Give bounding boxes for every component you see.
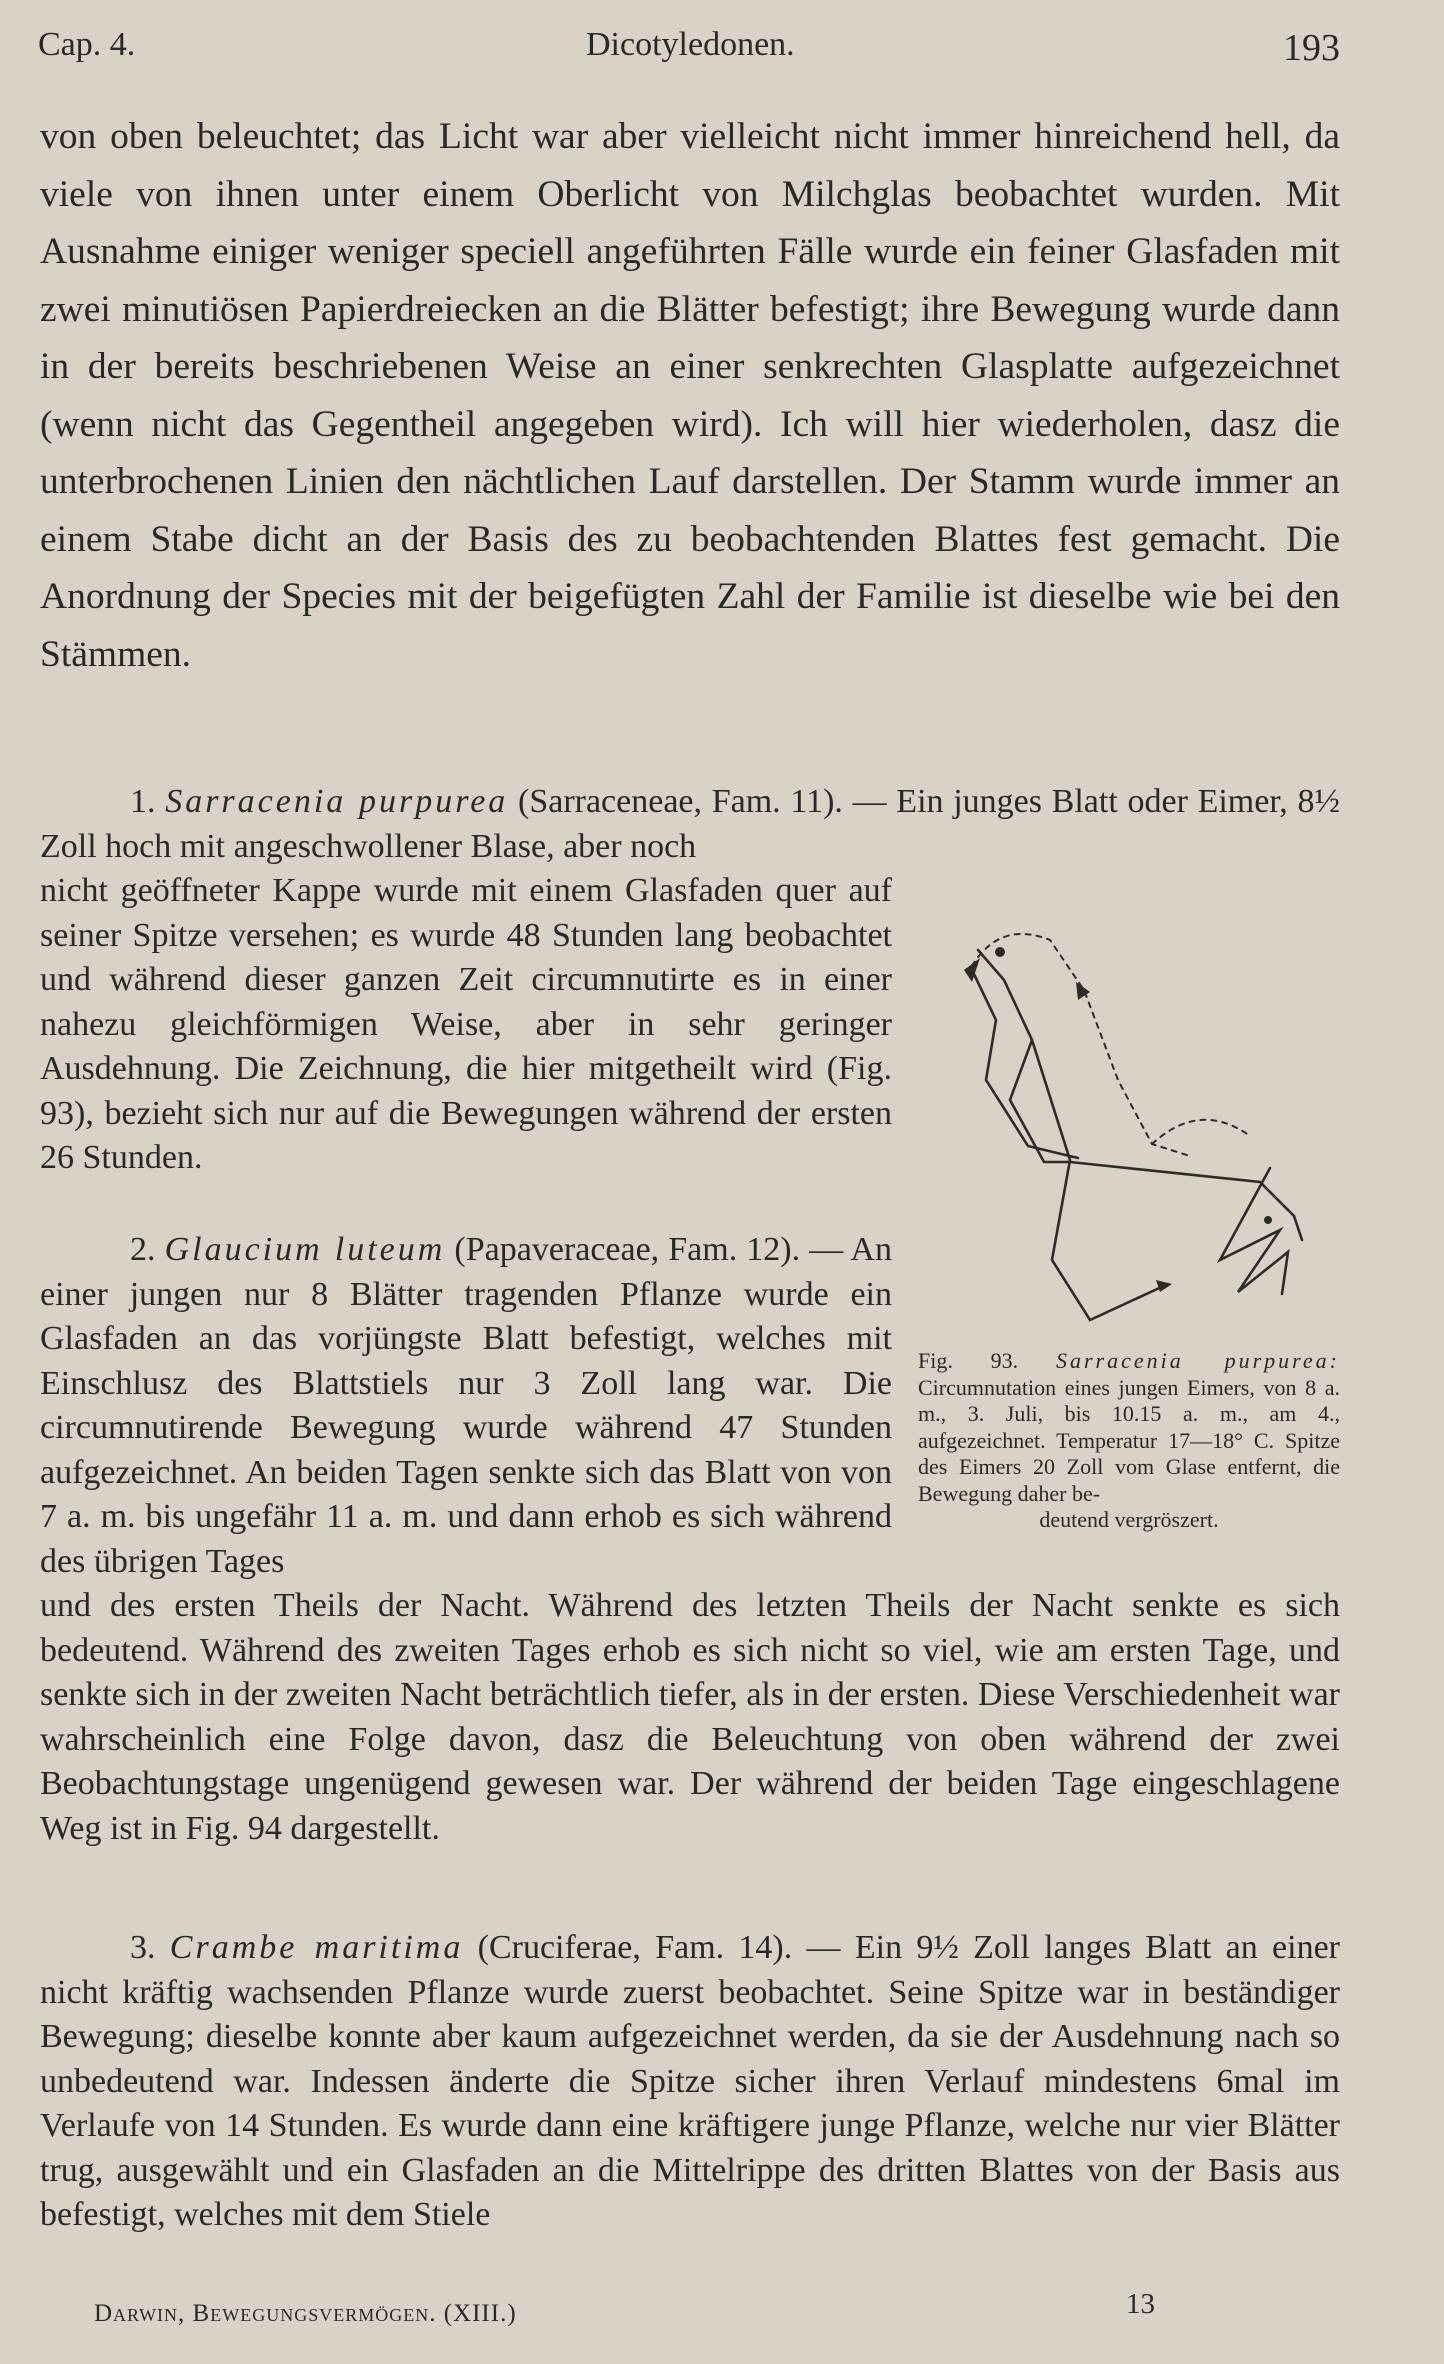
- signature-mark: 13: [1126, 2288, 1155, 2320]
- section3-species: Crambe maritima: [169, 1929, 464, 1966]
- tracing-path-day: [978, 950, 1168, 1320]
- section2-species: Glaucium luteum: [164, 1231, 446, 1268]
- section-crambe: [40, 1926, 1340, 2238]
- section2-text-narrow: (Papaveraceae, Fam. 12). — An einer jungen nur 8 Blätter tragenden Pflanze wurde ein Glasfaden an das vorjüngste Blatt befestigt, welches mit Einschlusz des Blattstiels nur 3 Zoll lang war. Die circumnutirende Bewegung wurde während 47 Stunden aufgezeichnet. An beiden Tagen senkte sich das Blatt von von 7 a. m. bis ungefähr 11 a. m. und dann erhob es sich während des übrigen Tages: [40, 1231, 892, 1580]
- footer-volume: (XIII.): [443, 2300, 517, 2327]
- tracing-arrow-1: [964, 958, 980, 982]
- section3-text: (Cruciferae, Fam. 14). — Ein 9½ Zoll langes Blatt an einer nicht kräftig wachsenden Pflanze wurde zuerst beobachtet. Seine Spitze war in beständiger Bewegung; dieselbe konnte aber kaum aufgezeichnet werden, da sie der Ausdehnung nach so unbedeutend war. Indessen änderte die Spitze sicher ihren Verlauf mindestens 6mal im Verlaufe von 14 Stunden. Es wurde dann eine kräftigere junge Pflanze, welche nur vier Blätter trug, ausgewählt und ein Glasfaden an die Mittelrippe des dritten Blattes von der Basis aus befestigt, welches mit dem Stiele: [40, 1929, 1340, 2233]
- circumnutation-tracing: [920, 900, 1320, 1340]
- section2-number: 2.: [130, 1231, 156, 1268]
- section1-text-full: (Sarraceneae, Fam. 11). — Ein junges Blatt oder Eimer, 8½ Zoll hoch mit angeschwollener Blase, aber noch: [40, 783, 1341, 865]
- figure-label: Fig. 93.: [918, 1348, 1019, 1373]
- running-header: [38, 22, 1340, 82]
- section3-number: 3.: [130, 1929, 156, 1966]
- section2-full-text: und des ersten Theils der Nacht. Während des letzten Theils der Nacht senkte es sich bedeutend. Während des zweiten Tages erhob es sich nicht so viel, wie am ersten Tage, und senkte sich in der zweiten Nacht beträchtlich tiefer, als in der ersten. Diese Verschiedenheit war wahrscheinlich eine Folge davon, dasz die Beleuchtung von oben während der zwei Beobachtungstage ungenügend gewesen war. Der während der beiden Tage eingeschlagene Weg ist in Fig. 94 dargestellt.: [40, 1587, 1340, 1847]
- section1-narrow-text: nicht geöffneter Kappe wurde mit einem Glasfaden quer auf seiner Spitze versehen; es wurde 48 Stunden lang beobachtet und während dieser ganzen Zeit circumnutirte es in einer nahezu gleichförmigen Weise, aber in sehr geringer Ausdehnung. Die Zeichnung, die hier mitgetheilt wird (Fig. 93), bezieht sich nur auf die Bewegungen während der ersten 26 Stunden.: [40, 872, 892, 1176]
- tracing-path-night-arc: [972, 934, 1190, 1156]
- section1-first-lines: [40, 780, 1340, 869]
- figure-caption-end: deutend vergröszert.: [1039, 1507, 1219, 1532]
- intro-paragraph-block: [40, 108, 1340, 683]
- figure-93-caption: [918, 1348, 1340, 1534]
- tracing-arrow-3: [1156, 1280, 1172, 1292]
- running-title: Dicotyledonen.: [586, 26, 795, 63]
- tracing-start-dot: [995, 947, 1005, 957]
- figure-species: Sarracenia purpurea:: [1056, 1348, 1340, 1373]
- intro-paragraph: von oben beleuchtet; das Licht war aber vielleicht nicht immer hinreichend hell, da viele von ihnen unter einem Oberlicht von Milchglas beobachtet wurden. Mit Ausnahme einiger weniger speciell angeführten Fälle wurde ein feiner Glasfaden mit zwei minutiösen Papierdreiecken an die Blätter befestigt; ihre Bewegung wurde dann in der bereits beschriebenen Weise an einer senkrechten Glasplatte aufgezeichnet (wenn nicht das Gegentheil angegeben wird). Ich will hier wiederholen, dasz die unterbrochenen Linien den nächtlichen Lauf darstellen. Der Stamm wurde immer an einem Stabe dicht an der Basis des zu beobachtenden Blattes fest gemacht. Die Anordnung der Species mit der beigefügten Zahl der Familie ist dieselbe wie bei den Stämmen.: [40, 116, 1340, 675]
- footer-author: Darwin, Bewegungsvermögen.: [94, 2300, 437, 2327]
- figure-caption-body: Circumnutation eines jungen Eimers, von 8 a. m., 3. Juli, bis 10.15 a. m., am 4., aufgezeichnet. Temperatur 17—18° C. Spitze des Eimers 20 Zoll vom Glase entfernt, die Bewegung daher be-: [918, 1374, 1340, 1506]
- chapter-label: Cap. 4.: [38, 26, 136, 63]
- figure-93-diagram: [920, 900, 1320, 1340]
- tracing-path-day-zigzag: [1220, 1168, 1288, 1294]
- page-footer: [94, 2300, 517, 2328]
- tracing-path-night-wave: [1152, 1120, 1250, 1144]
- tracing-point-dot: [1264, 1216, 1272, 1224]
- section1-number: 1.: [130, 783, 156, 820]
- section2-narrow-text: [40, 1228, 892, 1584]
- page-number: 193: [1283, 27, 1340, 69]
- section1-species: Sarracenia purpurea: [165, 783, 509, 820]
- section3-text-block: [40, 1926, 1340, 2238]
- tracing-arrow-2: [1076, 982, 1090, 1000]
